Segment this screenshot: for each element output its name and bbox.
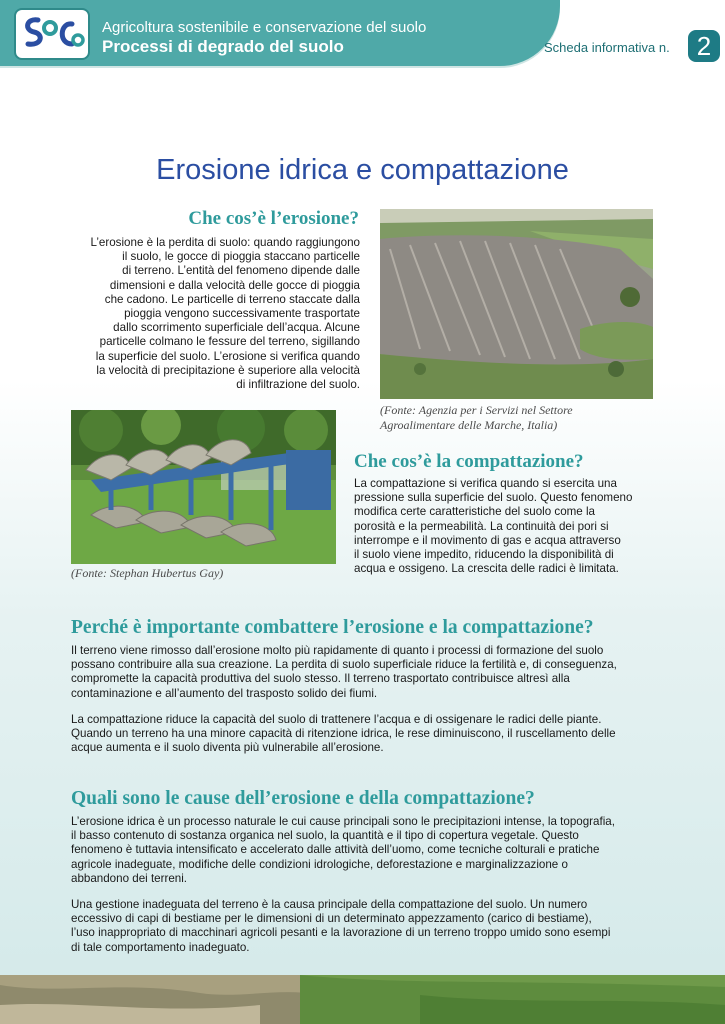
text-line: il suolo viene impedito, riducendo la disponibilità di	[354, 548, 614, 562]
plough-photo	[71, 410, 336, 564]
text-line: compromette la capacità produttiva del suolo stesso. Il terreno trasportato contribuisce altresì alla	[71, 672, 570, 686]
causes-paragraph-1	[71, 815, 671, 886]
erosion-text	[60, 236, 360, 392]
text-line: il suolo, le gocce di pioggia staccano particelle	[122, 250, 360, 264]
scheda-number-badge: 2	[688, 30, 720, 62]
text-line: l’uso inappropriato di macchinari agricoli pesanti e la lavorazione di un terreno troppo umido sono esempi	[71, 926, 611, 940]
header-title: Processi di degrado del suolo	[102, 37, 344, 56]
text-line: la superficie del suolo. L’erosione si verifica quando	[95, 349, 360, 363]
compaction-heading: Che cos’è la compattazione?	[354, 451, 584, 472]
importance-paragraph-2	[71, 713, 671, 756]
plough-photo-caption: (Fonte: Stephan Hubertus Gay)	[71, 566, 224, 580]
text-line: L’erosione idrica è un processo naturale le cui cause principali sono le precipitazioni intense, la topografia,	[71, 815, 615, 828]
text-line: di terreno. L’entità del fenomeno dipende dalle	[122, 264, 360, 278]
text-line: La compattazione si verifica quando si esercita una	[354, 477, 617, 490]
text-line: di tale comportamento inadeguato.	[71, 940, 250, 954]
text-line: dimensioni e dalla velocità delle gocce di pioggia	[109, 278, 360, 292]
text-line: Il terreno viene rimosso dall’erosione molto più rapidamente di quanto i processi di formazione del suolo	[71, 644, 604, 657]
erosion-photo-caption	[380, 403, 670, 433]
importance-heading: Perché è importante combattere l’erosione e la compattazione?	[71, 617, 594, 638]
text-line: La compattazione riduce la capacità del suolo di trattenere l’acqua e di ossigenare le radici delle piante.	[71, 713, 602, 726]
bottom-landscape-strip	[0, 975, 725, 1024]
text-line: che cadono. Le particelle di terreno staccate dalla	[104, 292, 360, 306]
soco-logo-graphic	[16, 10, 88, 58]
eroded-field-photo	[380, 209, 653, 399]
text-line: contaminazione e all’aumento del trasposto solido dei fiumi.	[71, 686, 378, 700]
text-line: particelle colmano le fessure del terreno, sigillando	[99, 335, 360, 349]
erosion-heading: Che cos’è l’erosione?	[188, 208, 359, 229]
text-line: fenomeno è tuttavia intensificato e accelerato dalle attività dell’uomo, come tecniche colturali e pratiche	[71, 843, 600, 857]
page-title: Erosione idrica e compattazione	[156, 154, 569, 186]
text-line: dallo scorrimento superficiale dell’acqua. Alcune	[113, 321, 360, 335]
text-line: eccessivo di capi di bestiame per le dimensioni di un determinato appezzamento (carico di bestiame),	[71, 912, 592, 926]
text-line: acque aumenta e il suolo diventa più vulnerabile all’erosione.	[71, 741, 384, 755]
text-line: agricole inadeguate, modifiche delle condizioni idrologiche, deforestazione e marginalizzazione o	[71, 857, 568, 871]
text-line: pressione sulla superficie del suolo. Questo fenomeno	[354, 491, 633, 505]
caption-line: (Fonte: Agenzia per i Servizi nel Settore	[380, 403, 573, 417]
text-line: Una gestione inadeguata del terreno è la causa principale della compattazione del suolo. Un numero	[71, 898, 588, 911]
caption-line: Agroalimentare delle Marche, Italia)	[380, 418, 558, 432]
text-line: la velocità di precipitazione è superiore alla velocità	[96, 363, 360, 377]
text-line: il basso contenuto di sostanza organica nel suolo, la quantità e il tipo di copertura vegetale. Questo	[71, 829, 579, 843]
header-banner	[0, 0, 560, 66]
text-line: interrompe e il movimento di gas e acqua attraverso	[354, 533, 621, 547]
importance-paragraph-1	[71, 644, 671, 701]
text-line: Quando un terreno ha una minore capacità di ritenzione idrica, le rese diminuiscono, il ruscellamento delle	[71, 727, 616, 741]
scheda-label: Scheda informativa n.	[544, 40, 670, 55]
causes-paragraph-2	[71, 898, 671, 955]
soco-logo	[14, 8, 90, 60]
text-line: abbandono dei terreni.	[71, 871, 188, 885]
text-line: porosità e la permeabilità. La continuità dei pori si	[354, 519, 609, 533]
text-line: di infiltrazione del suolo.	[236, 378, 360, 392]
text-line: acqua e ossigeno. La crescita delle radici è limitata.	[354, 562, 619, 576]
text-line: pioggia vengono successivamente trasportate	[124, 307, 360, 321]
text-line: possano contribuire alla sua creazione. La perdita di suolo superficiale riduce la fertilità e, di conseguenza,	[71, 658, 617, 672]
text-line: L’erosione è la perdita di suolo: quando raggiungono	[90, 236, 360, 249]
causes-heading: Quali sono le cause dell’erosione e della compattazione?	[71, 788, 535, 809]
header-subtitle: Agricoltura sostenibile e conservazione del suolo	[102, 19, 427, 36]
compaction-text	[354, 477, 674, 576]
text-line: modifica certe caratteristiche del suolo come la	[354, 505, 596, 519]
